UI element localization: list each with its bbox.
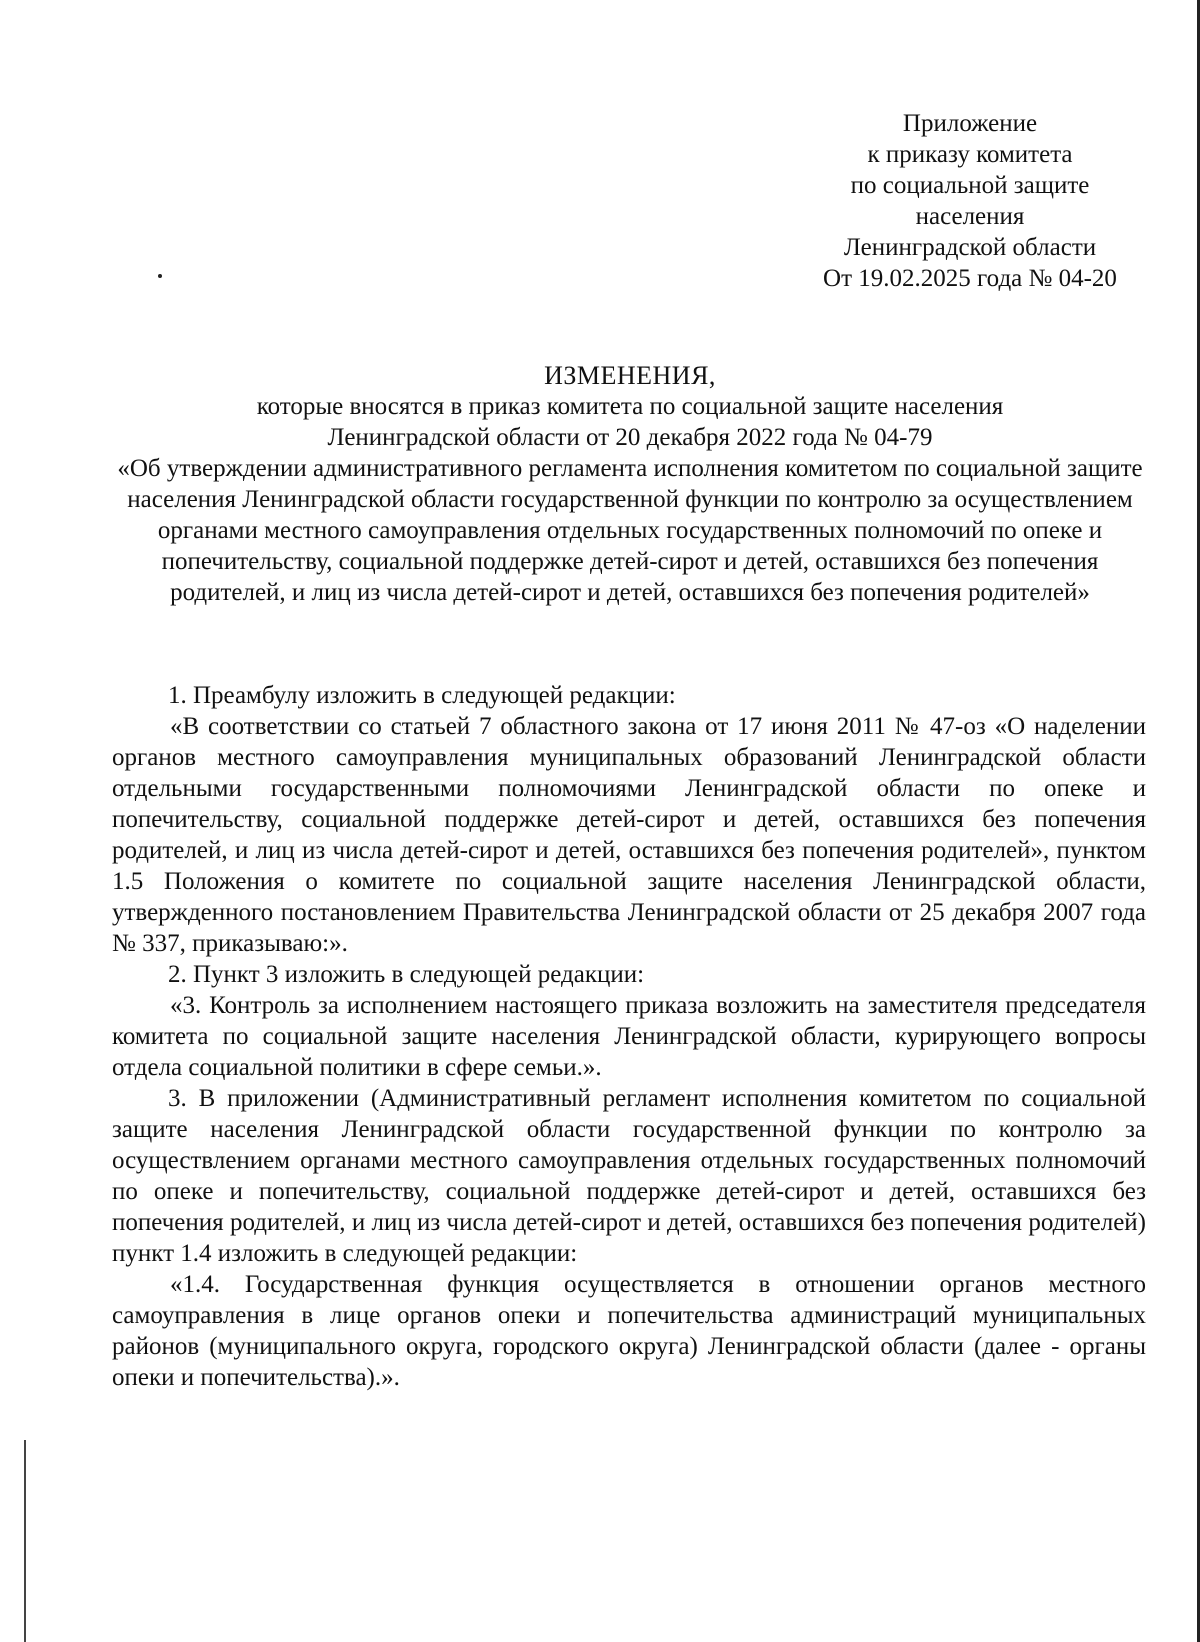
appendix-line: по социальной защите xyxy=(850,172,1090,199)
appendix-date-number: От 19.02.2025 года № 04-20 xyxy=(823,265,1117,292)
item-2-text: «3. Контроль за исполнением настоящего приказа возложить на заместителя председателя комитета по социальной защите населения Ленинградской области, курирующего вопросы отдела социальной политики в сфере семьи.». xyxy=(112,992,1146,1081)
item-1-text: «В соответствии со статьей 7 областного закона от 17 июня 2011 № 47-оз «О наделении органов местного самоуправления муниципальных образований Ленинградской области отдельными государственными полномочиями Ленинградской области по опеке и попечительству, социальной поддержке детей-сирот и детей, оставшихся без попечения родителей, и лиц из числа детей-сирот и детей, оставшихся без попечения родителей», пунктом 1.5 Положения о комитете по социальной защите населения Ленинградской области, утвержденного постановлением Правительства Ленинградской области от 25 декабря 2007 года № 337, приказываю:». xyxy=(112,713,1146,957)
appendix-line: Приложение xyxy=(902,110,1038,137)
item-1-heading: 1. Преамбулу изложить в следующей редакции: xyxy=(168,682,676,709)
appendix-line: населения xyxy=(915,203,1025,230)
document-heading xyxy=(112,360,1148,608)
heading-order-name: «Об утверждении административного регламента исполнения комитетом по социальной защите населения Ленинградской области государственной функции по контролю за осуществлением органами местного самоуправления отдельных государственных полномочий по опеке и попечительству, социальной поддержке детей-сирот и детей, оставшихся без попечения родителей, и лиц из числа детей-сирот и детей, оставшихся без попечения родителей» xyxy=(117,455,1143,606)
heading-line: которые вносятся в приказ комитета по социальной защите населения xyxy=(256,393,1004,420)
item-3-heading: 3. В приложении (Административный регламент исполнения комитетом по социальной защите населения Ленинградской области государственной функции по контролю за осуществлением органами местного самоуправления отдельных государственных полномочий по опеке и попечительству, социальной поддержке детей-сирот и детей, оставшихся без попечения родителей, и лиц из числа детей-сирот и детей, оставшихся без попечения родителей) пункт 1.4 изложить в следующей редакции: xyxy=(112,1085,1146,1267)
document-body xyxy=(112,680,1146,1393)
item-2-heading: 2. Пункт 3 изложить в следующей редакции: xyxy=(168,961,645,988)
document-title: ИЗМЕНЕНИЯ, xyxy=(544,361,716,390)
heading-line: Ленинградской области от 20 декабря 2022 года № 04-79 xyxy=(327,424,933,451)
scan-speck xyxy=(158,274,162,278)
item-3-text: «1.4. Государственная функция осуществляется в отношении органов местного самоуправления в лице органов опеки и попечительства администраций муниципальных районов (муниципального округа, городского округа) Ленинградской области (далее - органы опеки и попечительства).». xyxy=(112,1271,1146,1391)
appendix-line: Ленинградской области xyxy=(843,234,1097,261)
appendix-block xyxy=(760,108,1180,294)
scan-edge-left xyxy=(24,1440,26,1642)
appendix-line: к приказу комитета xyxy=(867,141,1073,168)
